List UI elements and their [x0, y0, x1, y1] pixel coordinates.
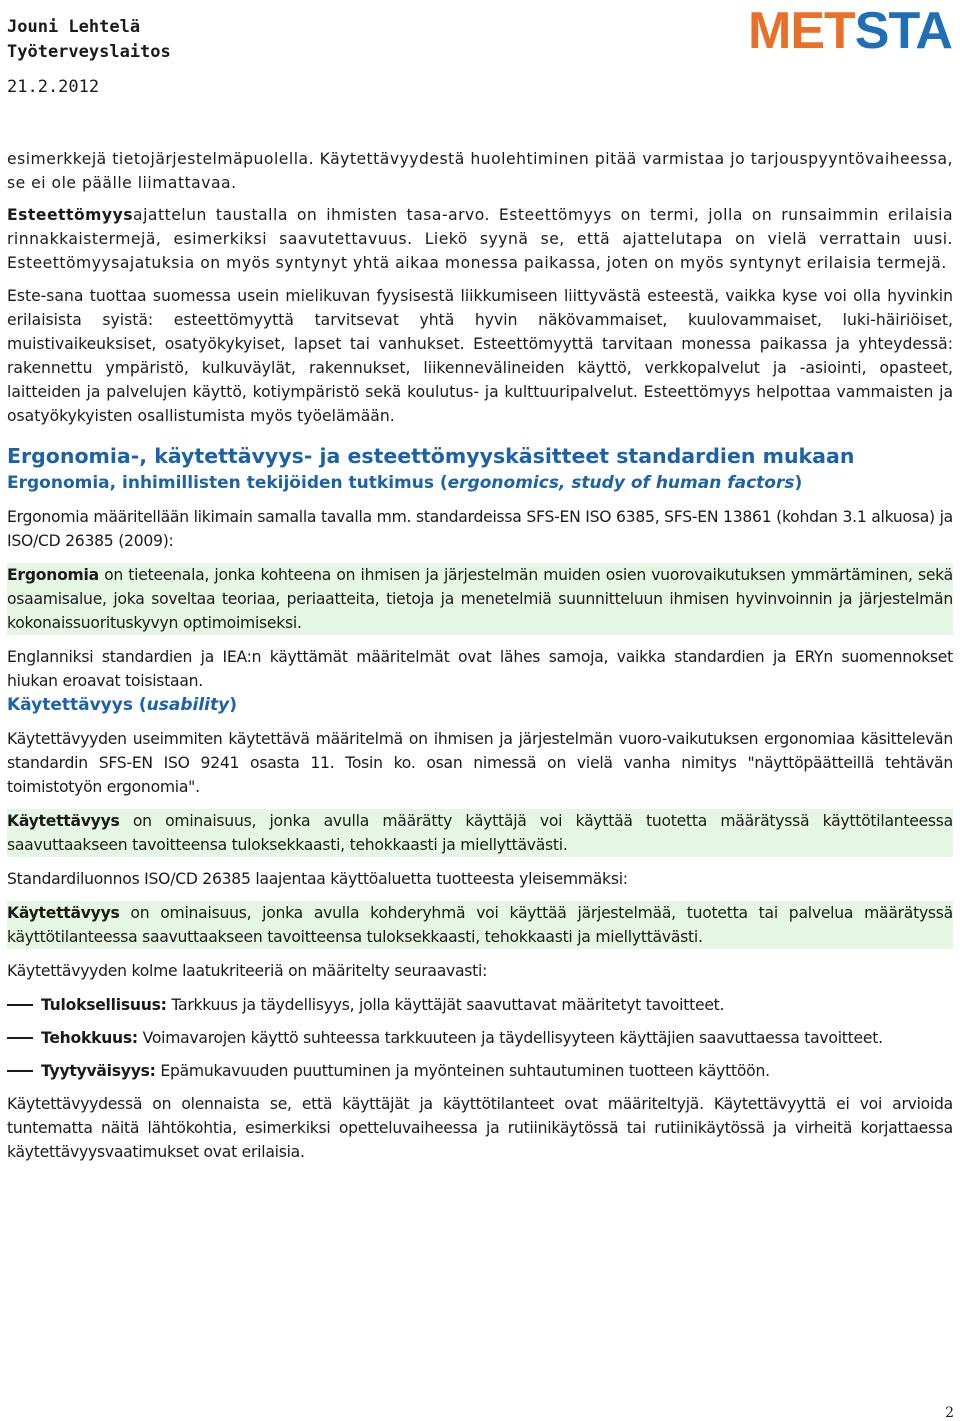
criteria-text: Epämukavuuden puuttuminen ja myönteinen suhtautuminen tuotteen käyttöön.	[155, 1062, 770, 1080]
criteria-item-efficiency	[7, 1026, 953, 1050]
paragraph-accessibility-text: ajattelun taustalla on ihmisten tasa-arvo. Esteettömyys on termi, jolla on runsaimmin erilaisia rinnakkaistermejä, esimerkiksi saavutettavuus. Liekö syynä se, että ajattelutapa on vielä verrattain uusi. Esteettömyysajatuksia on myös syntynyt yhtä aikaa monessa paikassa, joten on myös syntynyt erilaisia termejä.	[7, 206, 953, 272]
criteria-term: Tyytyväisyys:	[41, 1062, 156, 1080]
paragraph-draft-standard: Standardiluonnos ISO/CD 26385 laajentaa käyttöaluetta tuotteesta yleisemmäksi:	[7, 870, 628, 888]
criteria-text: Tarkkuus ja täydellisyys, jolla käyttäjät saavuttavat määritetyt tavoitteet.	[166, 996, 725, 1014]
definition-ergonomics	[7, 563, 953, 635]
paragraph-english-definitions: Englanniksi standardien ja IEA:n käyttämät määritelmät ovat lähes samoja, vaikka standardien ja ERYn suomennokset hiukan eroavat toisistaan.	[7, 648, 953, 690]
criteria-text: Voimavarojen käyttö suhteessa tarkkuuteen ja täydellisyyteen käyttäjien saavuttaessa tavoitteet.	[137, 1029, 883, 1047]
subheading-usability-close: )	[229, 695, 237, 715]
paragraph-accessibility	[7, 203, 953, 275]
term-kaytettavyys: Käytettävyys	[7, 812, 120, 830]
subheading-ergonomics-text: Ergonomia, inhimillisten tekijöiden tutkimus (	[7, 473, 448, 493]
criteria-list	[7, 993, 953, 1083]
organization-name: Työterveyslaitos	[7, 42, 171, 62]
criteria-item-effectiveness	[7, 993, 953, 1017]
paragraph-usability-definition-source: Käytettävyyden useimmiten käytettävä määritelmä on ihmisen ja järjestelmän vuoro-vaikutuksen ergonomiaa käsittelevän standardin SFS-EN ISO 9241 osasta 11. Tosin ko. osan nimessä on vielä vanha nimitys "näyttöpäätteillä tehtävän toimistotyön ergonomia".	[7, 730, 953, 796]
subheading-usability-english: usability	[146, 695, 230, 715]
section-heading-standards: Ergonomia-, käytettävyys- ja esteettömyyskäsitteet standardien mukaan	[7, 444, 855, 468]
document-body	[7, 147, 953, 1164]
dash-bullet-icon	[7, 1070, 33, 1072]
svg-text:METSTA: METSTA	[748, 2, 952, 56]
definition-usability-system	[7, 901, 953, 949]
page-header	[0, 0, 960, 130]
subheading-usability-text: Käytettävyys (	[7, 695, 147, 715]
paragraph-quality-criteria: Käytettävyyden kolme laatukriteeriä on määritelty seuraavasti:	[7, 962, 488, 980]
subheading-usability	[7, 693, 953, 717]
criteria-item-satisfaction	[7, 1059, 953, 1083]
page-number: 2	[945, 1405, 954, 1421]
definition-ergonomics-text: on tieteenala, jonka kohteena on ihmisen ja järjestelmän muiden osien vuorovaikutuksen ymmärtäminen, sekä osaamisalue, joka soveltaa teoriaa, periaatteita, tietoja ja menetelmiä suunnitteluun ihmisen hyvinvoinnin ja järjestelmän kokonaissuorituskyvyn optimoimiseksi.	[7, 566, 953, 632]
paragraph-usability-context: Käytettävyydessä on olennaista se, että käyttäjät ja käyttötilanteet ovat määriteltyjä. Käytettävyyttä ei voi arvioida tuntematta näitä lähtökohtia, esimerkiksi opetteluvaiheessa ja rutiinikäytössä tai rutiinikäytössä ja virheitä korjattaessa käytettävyysvaatimukset ovat erilaisia.	[7, 1095, 953, 1161]
metsta-logo	[748, 0, 956, 56]
definition-usability-product-text: on ominaisuus, jonka avulla määrätty käyttäjä voi käyttää tuotetta määrätyssä käyttötilanteessa saavuttaakseen tavoitteensa tuloksekkaasti, tehokkaasti ja miellyttävästi.	[7, 812, 953, 854]
term-esteettomyys: Esteettömyys	[7, 206, 134, 224]
definition-usability-product	[7, 809, 953, 857]
author-name: Jouni Lehtelä	[7, 17, 141, 37]
term-kaytettavyys-2: Käytettävyys	[7, 904, 120, 922]
subheading-ergonomics-english: ergonomics, study of human factors	[447, 473, 795, 493]
paragraph-este-word: Este-sana tuottaa suomessa usein mielikuvan fyysisestä liikkumiseen liittyvästä esteestä, vaikka kyse voi olla hyvinkin erilaisista syistä: esteettömyyttä tarvitsevat yhtä hyvin näkövammaiset, kuulovammaiset, luki-häiriöiset, muistivaikeuksiset, osatyökykyiset, lapset tai vanhukset. Esteettömyyttä tarvitaan monessa paikassa ja yhteydessä: rakennettu ympäristö, kulkuväylät, rakennukset, liikennevälineiden käyttö, verkkopalvelut ja -asiointi, opasteet, laitteiden ja palvelujen käyttö, kotiympäristö sekä koulutus- ja kulttuuripalvelut. Esteettömyys helpottaa vammaisten ja osatyökykyisten osallistumista myös työelämään.	[7, 287, 953, 425]
dash-bullet-icon	[7, 1004, 33, 1006]
term-ergonomia: Ergonomia	[7, 566, 99, 584]
paragraph-ergonomics-standards: Ergonomia määritellään likimain samalla tavalla mm. standardeissa SFS-EN ISO 6385, SFS-EN 13861 (kohdan 3.1 alkuosa) ja ISO/CD 26385 (2009):	[7, 508, 953, 550]
document-date: 21.2.2012	[7, 77, 100, 97]
criteria-term: Tuloksellisuus:	[41, 996, 167, 1014]
subheading-ergonomics-close: )	[794, 473, 803, 493]
definition-usability-system-text: on ominaisuus, jonka avulla kohderyhmä voi käyttää järjestelmää, tuotetta tai palvelua määrätyssä käyttötilanteessa saavuttaakseen tavoitteensa tuloksekkaasti, tehokkaasti ja miellyttävästi.	[7, 904, 953, 946]
subheading-ergonomics	[7, 471, 953, 495]
dash-bullet-icon	[7, 1037, 33, 1039]
criteria-term: Tehokkuus:	[41, 1029, 138, 1047]
paragraph-intro-continued: esimerkkejä tietojärjestelmäpuolella. Käytettävyydestä huolehtiminen pitää varmistaa jo tarjouspyyntövaiheessa, se ei ole päälle liimattavaa.	[7, 150, 953, 192]
